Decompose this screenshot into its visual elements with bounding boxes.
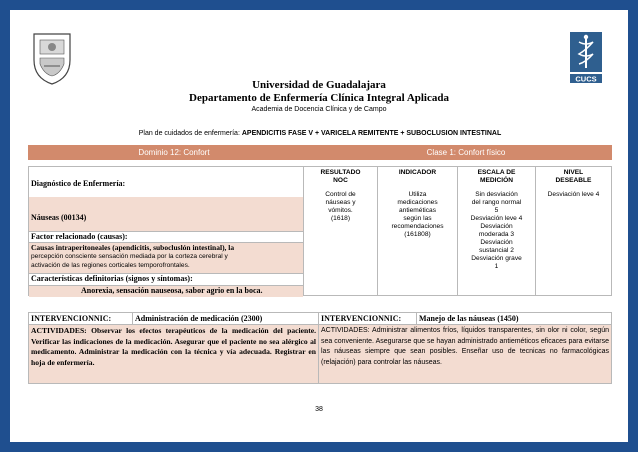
cucs-logo xyxy=(566,30,606,84)
class-label: Clase 1: Confort físico xyxy=(426,148,506,157)
noc-result-column xyxy=(304,166,378,296)
care-plan-prefix: Plan de cuidados de enfermería: xyxy=(138,130,242,137)
intervention-right-activities: ACTIVIDADES: Administrar alimentos fríos, líquidos transparentes, sin olor ni color, según sea conveniente. Asegurarse que se hayan administrado antieméticos eficaces para evitarse las náuseas siempre que sean posibles. Enseñar uso de tecnicas no farmacológicas (relajación) para controlar las náuseas. xyxy=(319,325,611,383)
scale-line: 1 xyxy=(494,263,499,270)
intervention-right-label: INTERVENCIONNIC: xyxy=(319,313,417,324)
scale-line: Desviación xyxy=(480,239,513,246)
indicator-line: antieméticas xyxy=(398,207,437,214)
causas-line-1: Causas intraperitoneales (apendicitis, subocluslón intestinal), la xyxy=(31,243,235,252)
noc-result-head-2: NOC xyxy=(333,177,348,184)
desired-level-head-1: NIVEL xyxy=(563,169,584,176)
causas-cell xyxy=(29,242,303,273)
indicator-line: recomendaciones xyxy=(391,223,444,230)
diagnosis-nausea: Náuseas (00134) xyxy=(29,197,303,231)
intervention-right-head xyxy=(319,313,611,325)
intervention-right-name: Manejo de las náuseas (1450) xyxy=(419,314,519,323)
characteristics-label: Características definitorias (signos y síntomas): xyxy=(29,273,303,285)
care-plan-name: APENDICITIS FASE V + VARICELA REMITENTE + SUBOCLUSION INTESTINAL xyxy=(241,130,502,137)
scale-column xyxy=(458,166,536,296)
cucs-logo-text: CUCS xyxy=(575,74,597,84)
indicator-body xyxy=(378,191,457,239)
indicator-head-1: INDICADOR xyxy=(398,169,437,176)
scale-line: sustancial 2 xyxy=(479,247,514,254)
department-title: Departamento de Enfermería Clínica Integral Aplicada xyxy=(189,92,449,104)
care-plan-title xyxy=(40,130,600,137)
domain-label: Dominio 12: Confort xyxy=(138,148,210,157)
intervention-left-head xyxy=(29,313,318,325)
noc-result-body xyxy=(304,191,377,223)
university-title: Universidad de Guadalajara xyxy=(252,79,386,91)
noc-result-head xyxy=(304,169,377,185)
indicator-line: Utiliza xyxy=(408,191,427,198)
indicator-line: según las xyxy=(403,215,432,222)
scale-head-1: ESCALA DE xyxy=(477,169,516,176)
intervention-left-name: Administración de medicación (2300) xyxy=(135,314,263,323)
page-number: 38 xyxy=(315,406,323,413)
intervention-left-label: INTERVENCIONNIC: xyxy=(29,313,133,324)
scale-body xyxy=(458,191,535,271)
scale-head xyxy=(458,169,535,185)
noc-result-line: (1618) xyxy=(330,215,351,222)
indicator-column xyxy=(378,166,458,296)
scale-line: del rango normal xyxy=(471,199,522,206)
characteristics-value: Anorexia, sensación nauseosa, sabor agrio en la boca. xyxy=(29,285,303,297)
desired-level-head-2: DESEABLE xyxy=(555,177,592,184)
indicator-line: (161808) xyxy=(404,231,431,238)
causas-line-2: percepción consciente sensación mediada por la corteza cerebral y xyxy=(31,253,228,260)
scale-line: moderada 3 xyxy=(478,231,515,238)
noc-result-head-1: RESULTADO xyxy=(320,169,361,176)
scale-line: Desviación grave xyxy=(471,255,522,262)
intervention-right xyxy=(319,313,611,383)
desired-level-body xyxy=(536,191,611,199)
diagnosis-heading: Diagnóstico de Enfermería: xyxy=(31,179,126,188)
indicator-line: medicaciones xyxy=(397,199,438,206)
udeg-shield-logo xyxy=(30,30,74,86)
scale-line: Sin desviación xyxy=(475,191,518,198)
causas-line-3: activación de las regiones corticales temporofrontales. xyxy=(31,262,190,269)
intervention-left-activities: ACTIVIDADES: Observar los efectos terapéuticos de la medicación del paciente. Verificar las indicaciones de la medicación. Asegurar que el paciente no sea alérgico al medicamento. Administrar la medicación con la técnica y vía adecuada. Registrar en hoja de enfermería. xyxy=(29,325,318,383)
scale-line: Desviación xyxy=(480,223,513,230)
scale-line: 5 xyxy=(494,207,499,214)
interventions-table xyxy=(28,312,612,384)
noc-result-line: Control de xyxy=(325,191,356,198)
scale-head-2: MEDICIÓN xyxy=(480,177,513,184)
indicator-head xyxy=(378,169,457,177)
desired-level-column xyxy=(536,166,612,296)
domain-band xyxy=(28,145,612,160)
academy-subtitle: Academia de Docencia Clínica y de Campo xyxy=(251,106,387,113)
diagnosis-column xyxy=(28,166,304,296)
factor-label: Factor relacionado (causas): xyxy=(29,231,303,242)
desired-level-head xyxy=(536,169,611,185)
noc-result-line: vómitos. xyxy=(328,207,353,214)
scale-line: Desviación leve 4 xyxy=(470,215,523,222)
diagnosis-table xyxy=(28,166,612,296)
desired-level-line: Desviación leve 4 xyxy=(547,191,600,198)
intervention-left xyxy=(29,313,319,383)
noc-result-line: náuseas y xyxy=(325,199,356,206)
